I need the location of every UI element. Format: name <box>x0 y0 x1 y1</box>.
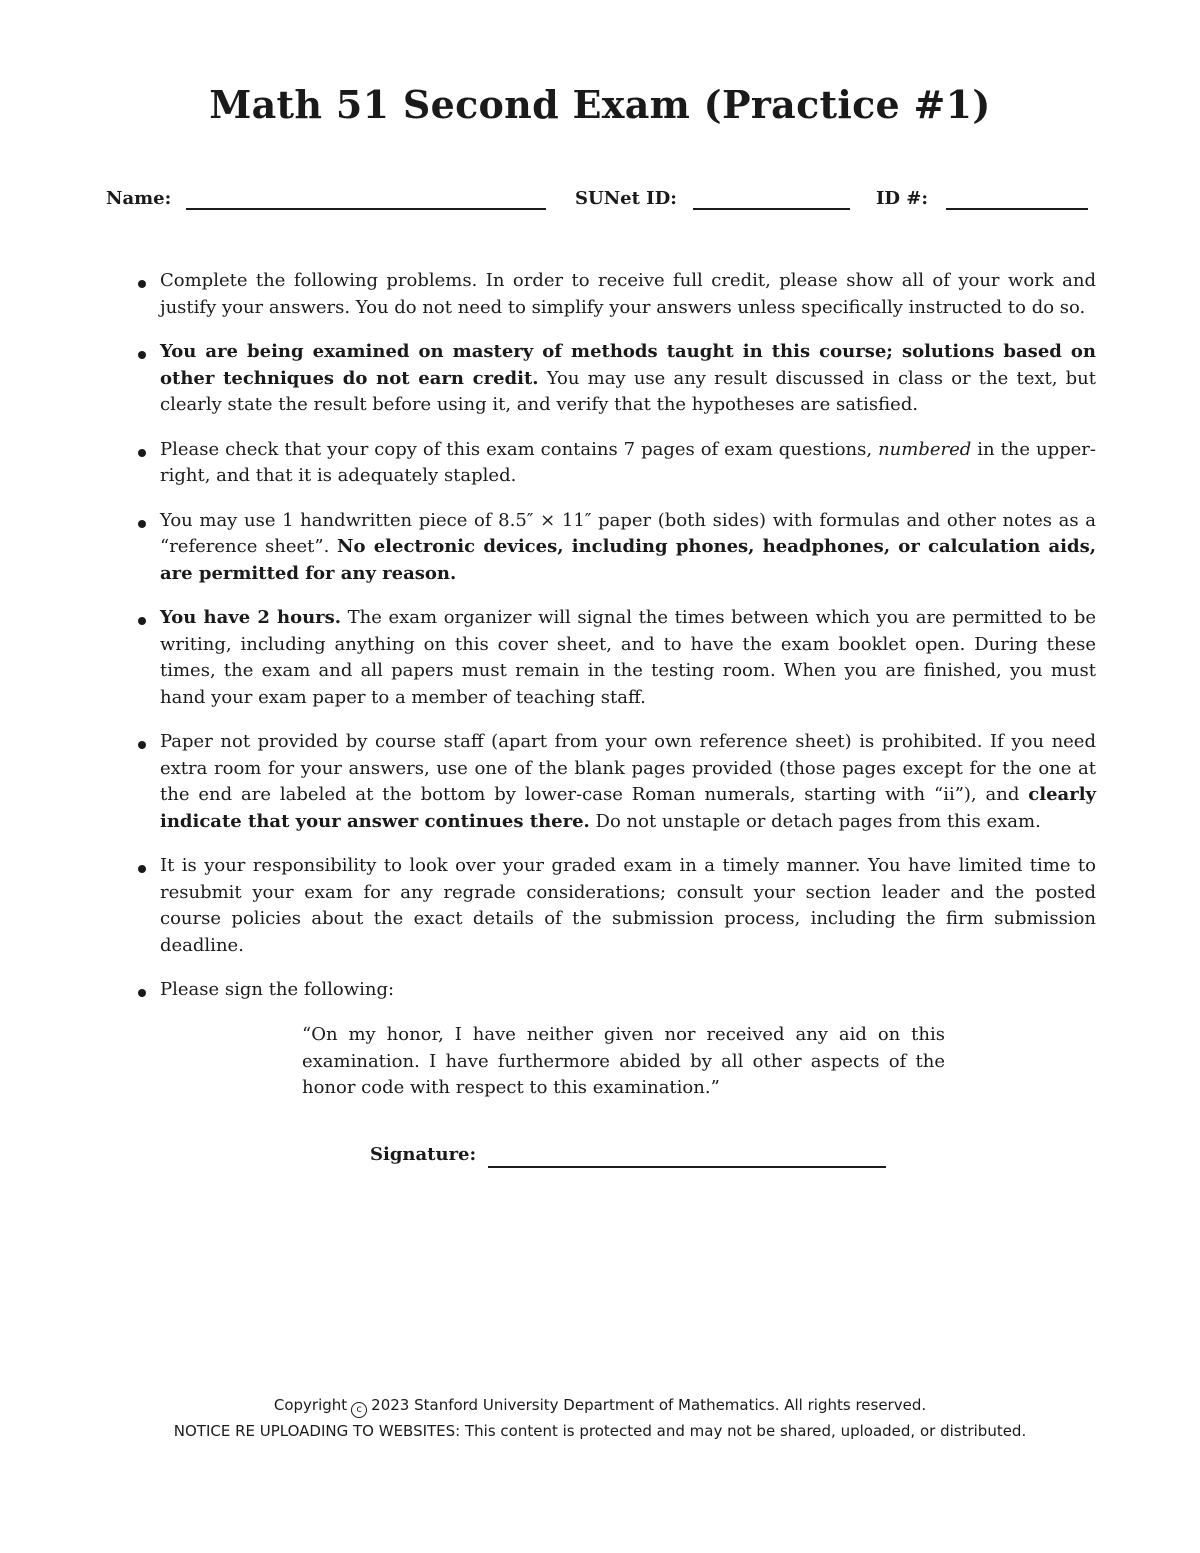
copyright-text: 2023 Stanford University Department of Mathematics. All rights reserved. <box>371 1396 927 1414</box>
bullet-icon <box>138 351 146 359</box>
signature-field[interactable] <box>370 1144 476 1165</box>
instruction-text: in the upper-right, and that it is adequately stapled. <box>160 438 1096 486</box>
bullet-icon <box>138 741 146 749</box>
instruction-item <box>136 339 1096 419</box>
instruction-item <box>136 268 1096 321</box>
instruction-text: Please check that your copy of this exam contains 7 pages of exam questions, <box>160 438 879 460</box>
id-label: ID #: <box>876 188 929 209</box>
name-label: Name: <box>106 188 172 209</box>
instruction-text: Complete the following problems. In order to receive full credit, please show all of your work and justify your answers. You do not need to simplify your answers unless specifically instructed to do so. <box>160 270 1096 318</box>
instruction-text: You are being examined on mastery of methods taught in this course; solutions based on other techniques do not earn credit. <box>160 341 1096 389</box>
sunet-field[interactable] <box>575 188 677 209</box>
instruction-text: You have 2 hours. <box>160 607 342 628</box>
instruction-item <box>136 977 1096 1004</box>
instruction-item <box>136 729 1096 835</box>
bullet-icon <box>138 617 146 625</box>
instruction-item <box>136 853 1096 959</box>
honor-pledge: “On my honor, I have neither given nor received any aid on this examination. I have furthermore abided by all other aspects of the honor code with respect to this examination.” <box>302 1024 945 1098</box>
id-blank-line[interactable] <box>946 208 1088 210</box>
signature-blank-line[interactable] <box>488 1166 886 1168</box>
instruction-text: No electronic devices, including phones, headphones, or calculation aids, are permitted for any reason. <box>160 536 1096 584</box>
upload-notice: NOTICE RE UPLOADING TO WEBSITES: This content is protected and may not be shared, uploaded, or distributed. <box>173 1422 1027 1440</box>
copyright-icon: c <box>351 1402 367 1418</box>
sunet-label: SUNet ID: <box>575 188 677 209</box>
bullet-icon <box>138 449 146 457</box>
instruction-text: numbered <box>878 438 972 460</box>
id-field[interactable] <box>876 188 928 209</box>
bullet-icon <box>138 280 146 288</box>
instructions-list <box>136 268 1096 1022</box>
instruction-text: It is your responsibility to look over your graded exam in a timely manner. You have limited time to resubmit your exam for any regrade considerations; consult your section leader and the posted course policies about the exact details of the submission process, including the firm submission deadline. <box>160 855 1096 956</box>
copyright-prefix: Copyright <box>273 1396 348 1414</box>
instruction-text: The exam organizer will signal the times between which you are permitted to be writing, including anything on this cover sheet, and to have the exam booklet open. During these times, the exam and all papers must remain in the testing room. When you are finished, you must hand your exam paper to a member of teaching staff. <box>160 607 1096 708</box>
instruction-item <box>136 508 1096 588</box>
bullet-icon <box>138 520 146 528</box>
instruction-text: You may use any result discussed in class or the text, but clearly state the result before using it, and verify that the hypotheses are satisfied. <box>160 367 1096 415</box>
instruction-text: Paper not provided by course staff (apart from your own reference sheet) is prohibited. If you need extra room for your answers, use one of the blank pages provided (those pages except for the one at the end are labeled at the bottom by lower-case Roman numerals, starting with “ii”), and <box>160 731 1096 805</box>
bullet-icon <box>138 989 146 997</box>
bullet-icon <box>138 865 146 873</box>
exam-title: Math 51 Second Exam (Practice #1) <box>209 82 991 127</box>
signature-label: Signature: <box>370 1144 477 1165</box>
instruction-text: Do not unstaple or detach pages from this exam. <box>589 810 1041 832</box>
name-blank-line[interactable] <box>186 208 546 210</box>
copyright-line <box>0 1396 1200 1418</box>
name-field[interactable] <box>106 188 171 209</box>
instruction-item <box>136 605 1096 711</box>
student-info-fields <box>0 188 1200 218</box>
sunet-blank-line[interactable] <box>693 208 850 210</box>
instruction-text: You may use 1 handwritten piece of 8.5″ × 11″ paper (both sides) with formulas and other notes as a “reference sheet”. <box>160 509 1096 557</box>
instruction-item <box>136 437 1096 490</box>
instruction-text: clearly indicate that your answer continues there. <box>160 784 1096 832</box>
instruction-text: Please sign the following: <box>160 979 395 1000</box>
